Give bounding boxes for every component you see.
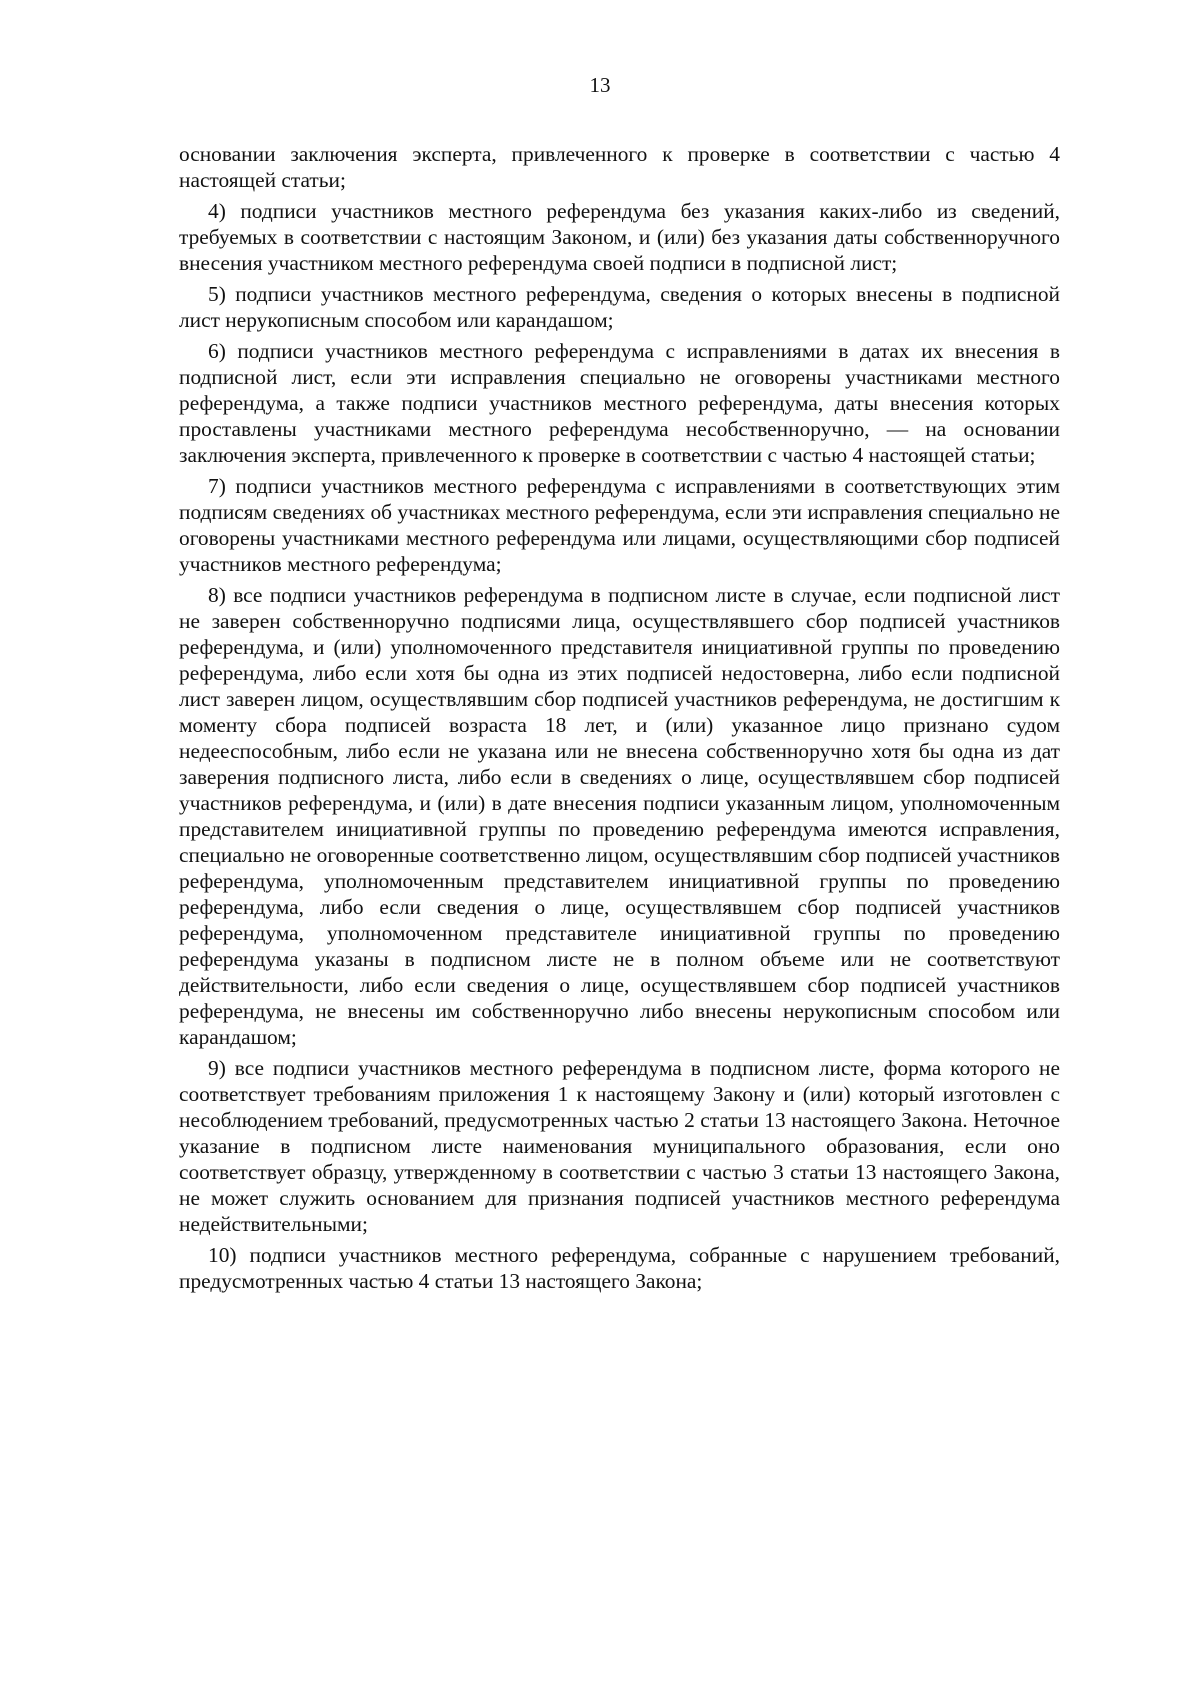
paragraph-item-7: 7) подписи участников местного референдума с исправлениями в соответствующих этим подписям сведениях об участниках местного референдума, если эти исправления специально не оговорены участниками местного референдума или лицами, осуществляющими сбор подписей участников местного референдума; <box>179 474 1060 576</box>
paragraph-item-8: 8) все подписи участников референдума в подписном листе в случае, если подписной лист не заверен собственноручно подписями лица, осуществлявшего сбор подписей участников референдума, и (или) уполномоченного представителя инициативной группы по проведению референдума, либо если хотя бы одна из этих подписей недостоверна, либо если подписной лист заверен лицом, осуществлявшим сбор подписей участников референдума, не достигшим к моменту сбора подписей возраста 18 лет, и (или) указанное лицо признано судом недееспособным, либо если не указана или не внесена собственноручно хотя бы одна из дат заверения подписного листа, либо если в сведениях о лице, осуществлявшем сбор подписей участников референдума, и (или) в дате внесения подписи указанным лицом, уполномоченным представителем инициативной группы по проведению референдума имеются исправления, специально не оговоренные соответственно лицом, осуществлявшим сбор подписей участников референдума, уполномоченным представителем инициативной группы по проведению референдума, либо если сведения о лице, осуществлявшем сбор подписей участников референдума, уполномоченном представителе инициативной группы по проведению референдума указаны в подписном листе не в полном объеме или не соответствуют действительности, либо если сведения о лице, осуществлявшем сбор подписей участников референдума, не внесены им собственноручно либо внесены нерукописным способом или карандашом; <box>179 583 1060 1049</box>
paragraph-item-5: 5) подписи участников местного референдума, сведения о которых внесены в подписной лист нерукописным способом или карандашом; <box>179 282 1060 332</box>
paragraph-item-10: 10) подписи участников местного референдума, собранные с нарушением требований, предусмотренных частью 4 статьи 13 настоящего Закона; <box>179 1243 1060 1293</box>
paragraph-item-4: 4) подписи участников местного референдума без указания каких-либо из сведений, требуемых в соответствии с настоящим Законом, и (или) без указания даты собственноручного внесения участником местного референдума своей подписи в подписной лист; <box>179 199 1060 275</box>
page-number: 13 <box>589 73 611 97</box>
document-body <box>179 141 1060 1299</box>
paragraph-item-9: 9) все подписи участников местного референдума в подписном листе, форма которого не соответствует требованиям приложения 1 к настоящему Закону и (или) который изготовлен с несоблюдением требований, предусмотренных частью 2 статьи 13 настоящего Закона. Неточное указание в подписном листе наименования муниципального образования, если оно соответствует образцу, утвержденному в соответствии с частью 3 статьи 13 настоящего Закона, не может служить основанием для признания подписей участников местного референдума недействительными; <box>179 1056 1060 1236</box>
paragraph-continuation: основании заключения эксперта, привлеченного к проверке в соответствии с частью 4 настоящей статьи; <box>179 142 1060 192</box>
paragraph-item-6: 6) подписи участников местного референдума с исправлениями в датах их внесения в подписной лист, если эти исправления специально не оговорены участниками местного референдума, а также подписи участников местного референдума, даты внесения которых проставлены участниками местного референдума несобственноручно, — на основании заключения эксперта, привлеченного к проверке в соответствии с частью 4 настоящей статьи; <box>179 339 1060 467</box>
